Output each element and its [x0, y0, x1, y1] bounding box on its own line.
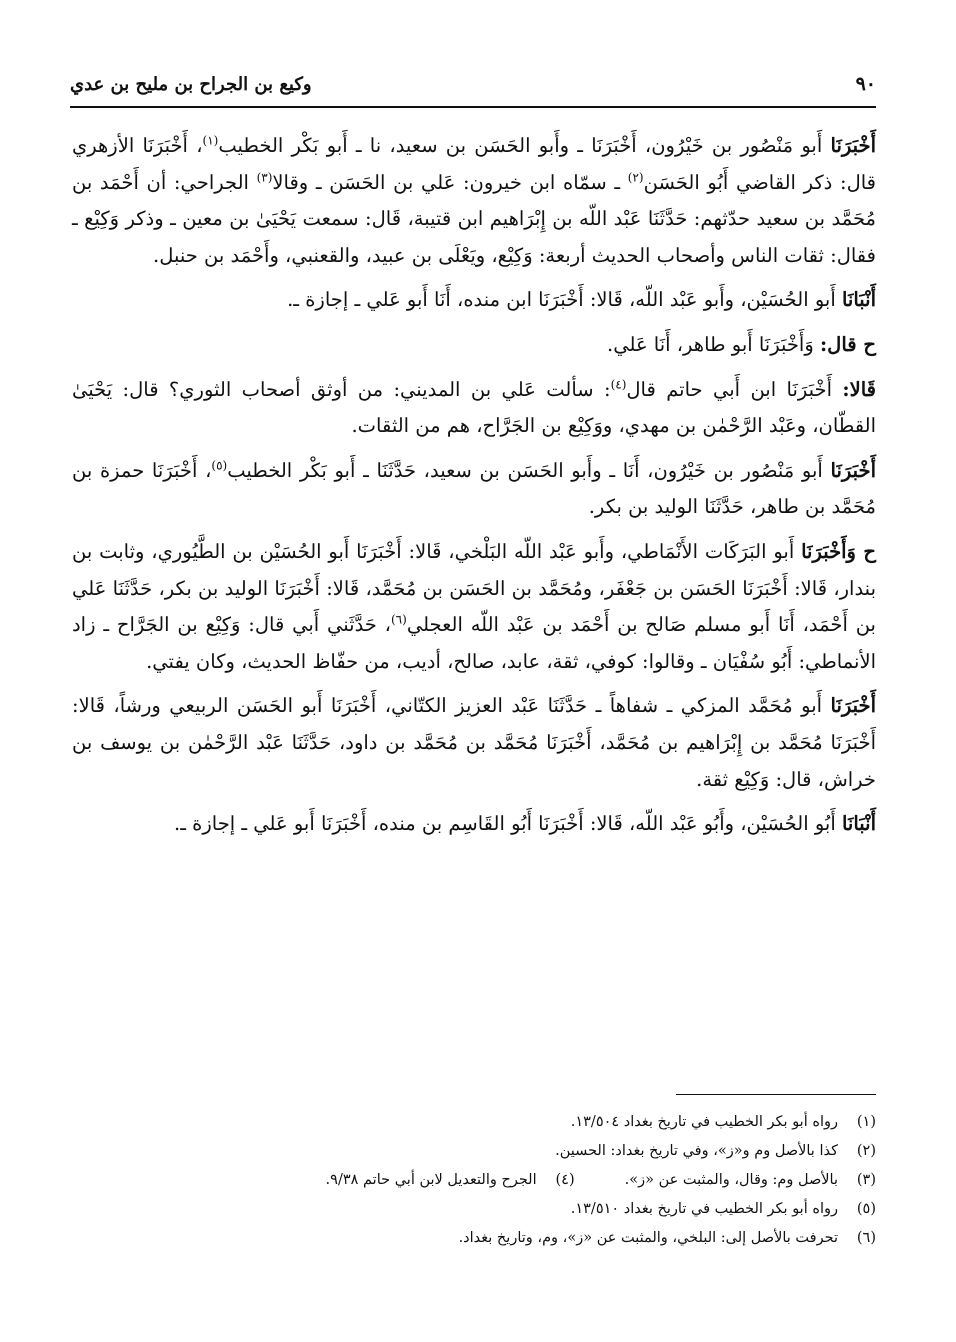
paragraph-2 — [72, 282, 876, 319]
paragraph-text: أَبُو الحُسَيْن، وأَبُو عَبْد اللّه، قَالا: أَخْبَرَنَا أَبُو القَاسِم بن منده، أَخْبَرَنَا أَبو عَلي ـ إجازة ـ. — [174, 812, 842, 836]
footnote-text: رواه أبو بكر الخطيب في تاريخ بغداد ١٣/٥١٠. — [570, 1201, 838, 1217]
paragraph-text: أَبو مُحَمَّد المزكي ـ شفاهاً ـ حَدَّثَنَا عَبْد العزيز الكتّاني، أَخْبَرَنَا أَبو الحَسَن الربيعي ورشاً، قَالا: أَخْبَرَنَا مُحَمَّد بن إِبْرَاهيم بن مُحَمَّد، أَخْبَرَنَا مُحَمَّد بن مُحَمَّد بن داود، حَدَّثَنَا عَبْد الرَّحْمٰن بن يوسف بن خراش، قال: وَكِيْع ثقة. — [72, 694, 876, 791]
paragraph-7 — [72, 688, 876, 798]
footnote-ref-2[interactable]: (٢) — [627, 170, 644, 185]
footnote-ref-4[interactable]: (٤) — [610, 377, 627, 392]
header-rule — [70, 106, 876, 108]
paragraph-keyword: أَخْبَرَنَا — [830, 458, 876, 482]
footnote-ref-3[interactable]: (٣) — [256, 170, 273, 185]
paragraph-5 — [72, 453, 876, 526]
paragraph-text: أَبو مَنْصُور بن خَيْرُون، أَخْبَرَنَا ـ وأَبو الحَسَن بن سعيد، نا ـ أَبو بَكْر الخطيب — [218, 134, 831, 157]
page-number: ٩٠ — [855, 73, 876, 95]
paragraph-8 — [72, 806, 876, 843]
footnote-rule — [676, 1094, 876, 1095]
footnote-number: (٦) — [856, 1230, 876, 1246]
footnote-5 — [72, 1195, 876, 1224]
footnote-number: (٤) — [555, 1172, 575, 1188]
footnote-text: الجرح والتعديل لابن أبي حاتم ٩/٣٨. — [325, 1172, 537, 1188]
paragraph-keyword: ح قال: — [819, 332, 876, 356]
footnote-ref-6[interactable]: (٦) — [390, 612, 407, 627]
footnote-number: (١) — [856, 1114, 876, 1130]
footnote-2 — [72, 1137, 876, 1166]
paragraph-text: الجراحي: أن أَحْمَد بن مُحَمَّد بن سعيد حدّثهم: حَدَّثَنَا عَبْد اللّه بن إِبْرَاهيم ابن قتيبة، قَال: سمعت يَحْيَىٰ بن معين ـ وذكر وَكِيْع ـ فقال: ثقات الناس وأصحاب الحديث أربعة: وَكِيْع، ويَعْلَى بن عبيد، والقعنبي، وأَحْمَد بن حنبل. — [72, 170, 876, 267]
footnote-1 — [72, 1108, 876, 1137]
paragraph-keyword: أَنْبَانَا — [841, 812, 876, 836]
paragraph-text: ـ سمّاه ابن خيرون: عَلي بن الحَسَن ـ وقالا — [272, 170, 628, 194]
paragraph-text: أَبو مَنْصُور بن خَيْرُون، أَنَا ـ وأَبو الحَسَن بن سعيد، حَدَّثَنَا ـ أَبو بَكْر الخطيب — [227, 458, 831, 482]
paragraph-keyword: أَخْبَرَنَا — [830, 134, 876, 157]
paragraph-keyword: قَالا: — [842, 377, 876, 401]
footnote-number: (٣) — [856, 1172, 876, 1188]
paragraph-3 — [72, 327, 876, 364]
page-header — [70, 66, 876, 102]
footnote-number: (٥) — [856, 1201, 876, 1217]
paragraph-text: : سألت عَلي بن المديني: من أوثق أصحاب الثوري؟ قال: يَحْيَىٰ القطّان، وعَبْد الرَّحْمٰن بن مهدي، ووَكِيْع بن الجَرَّاح، هم من الثقات. — [72, 377, 876, 438]
footnote-6 — [72, 1224, 876, 1253]
footnote-ref-5[interactable]: (٥) — [211, 458, 228, 473]
paragraph-text: ، حَدَّثَني أَبي قال: وَكِيْع بن الجَرَّاح ـ زاد الأنماطي: أَبُو سُفْيَان ـ وقالوا: كوفي، ثقة، عابد، صالح، أديب، من حفّاظ الحديث، وكان يفتي. — [72, 613, 876, 673]
paragraph-text: وَأَخْبَرَنَا أَبو طاهر، أَنَا عَلي. — [607, 332, 820, 356]
paragraph-text: ، أَخْبَرَنَا الأزهري قال: ذكر القاضي أَبُو الحَسَن — [72, 134, 876, 194]
paragraph-4 — [72, 372, 876, 445]
paragraph-keyword: أَخْبَرَنَا — [830, 694, 876, 718]
footnote-ref-1[interactable]: (١) — [202, 133, 219, 148]
footnote-3 — [72, 1166, 876, 1195]
footnote-text: كذا بالأصل وم و«ز»، وفي تاريخ بغداد: الحسين. — [555, 1143, 838, 1159]
paragraph-text: ، أَخْبَرَنَا حمزة بن مُحَمَّد بن طاهر، حَدَّثَنَا الوليد بن بكر. — [72, 458, 876, 519]
paragraph-text: أَبو الحُسَيْن، وأَبو عَبْد اللّه، قَالا: أَخْبَرَنَا ابن منده، أَنَا أَبو عَلي ـ إجازة ـ. — [287, 288, 842, 312]
paragraph-keyword: أَنْبَانَا — [841, 288, 876, 312]
footnote-text: رواه أبو بكر الخطيب في تاريخ بغداد ١٣/٥٠٤. — [570, 1114, 838, 1130]
paragraph-text: أَبو البَرَكَات الأَنْمَاطي، وأَبو عَبْد اللّه البَلْخي، قَالا: أَخْبَرَنَا أَبو الحُسَيْن بن الطَّيُوري، وثابت بن بندار، قَالا: أَخْبَرَنَا الحَسَن بن جَعْفَر، ومُحَمَّد بن الحَسَن بن مُحَمَّد، قَالا: أَخْبَرَنَا الوليد بن بكر، حَدَّثَنَا عَلي بن أَحْمَد، أَنَا أَبو مسلم صَالح بن أَحْمَد بن عَبْد اللّه العجلي — [72, 539, 876, 637]
footnote-number: (٢) — [856, 1143, 876, 1159]
main-text — [72, 128, 876, 851]
paragraph-6 — [72, 534, 876, 680]
running-title: وكيع بن الجراح بن مليح بن عدي — [70, 73, 312, 95]
footnote-text: تحرفت بالأصل إلى: البلخي، والمثبت عن «ز»، وم، وتاريخ بغداد. — [458, 1230, 838, 1246]
paragraph-1 — [72, 128, 876, 274]
paragraph-text: أَخْبَرَنَا ابن أَبي حاتم قال — [626, 377, 843, 401]
paragraph-keyword: ح وَأَخْبَرَنَا — [801, 539, 876, 563]
footnote-text: بالأصل وم: وقال، والمثبت عن «ز». — [624, 1172, 838, 1188]
footnotes — [72, 1108, 876, 1253]
